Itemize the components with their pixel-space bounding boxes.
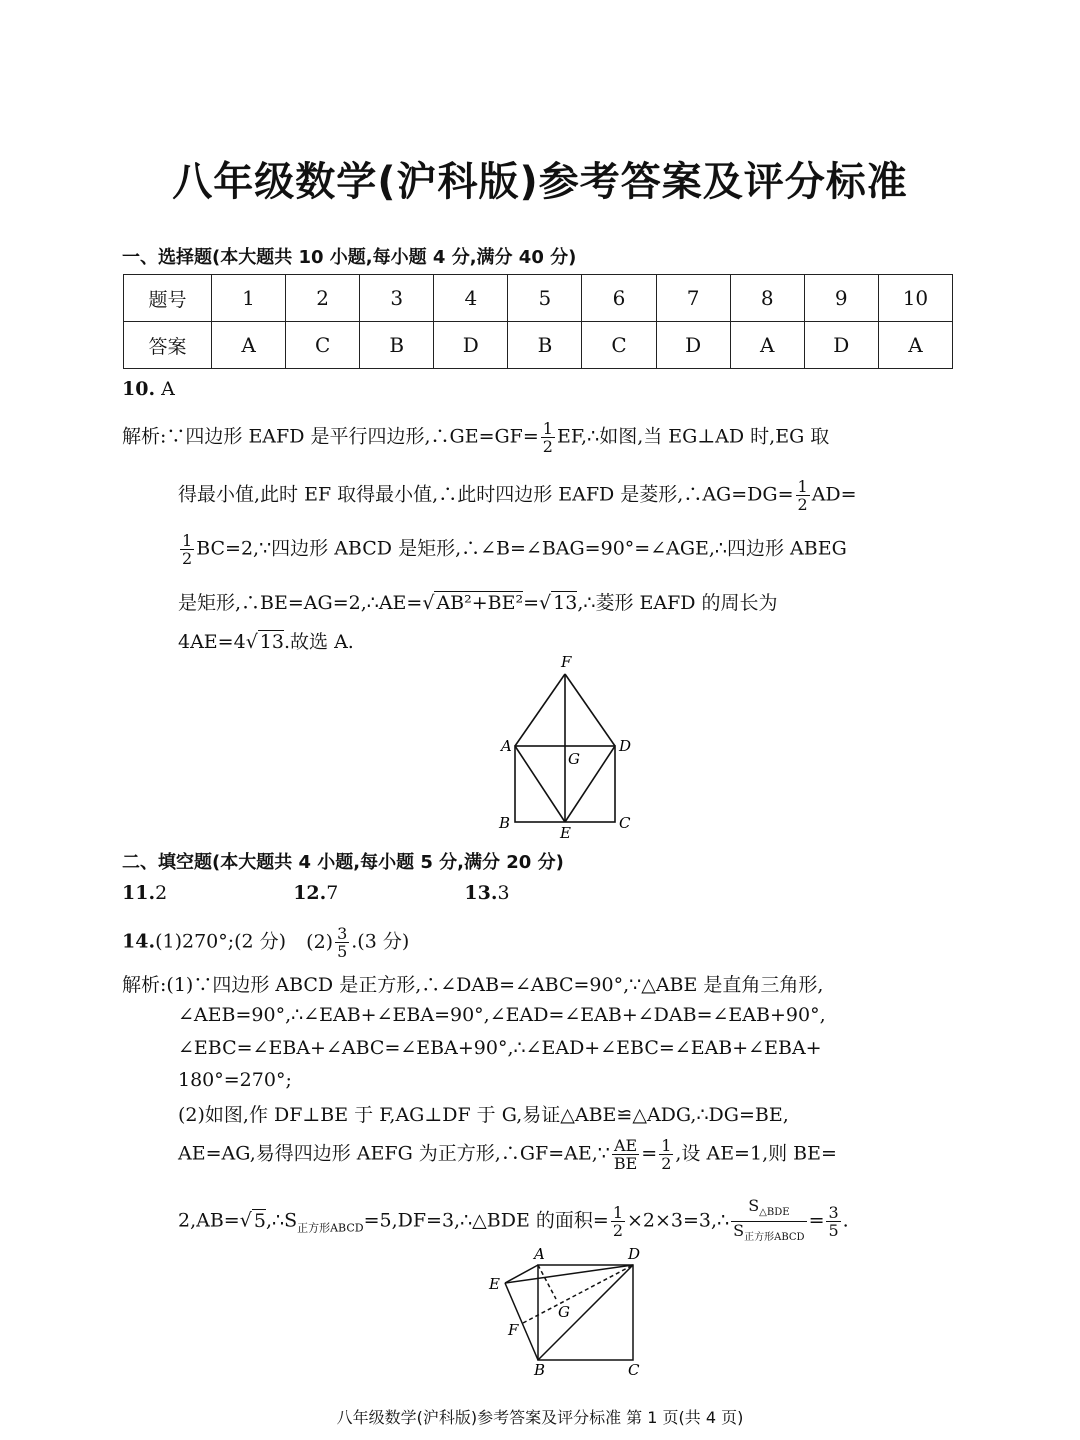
- q14-line-5: (2)如图,作 DF⊥BE 于 F,AG⊥DF 于 G,易证△ABE≌△ADG,∴DG=BE,: [178, 1104, 789, 1126]
- table-cell: B: [508, 322, 582, 369]
- label-e: E: [489, 1275, 500, 1293]
- label-b: B: [499, 814, 511, 832]
- label-f: F: [508, 1321, 519, 1339]
- segment-ed: [505, 1265, 633, 1283]
- q12-answer: 7: [326, 882, 339, 904]
- fraction: [541, 420, 555, 455]
- segment-fd: [565, 674, 615, 746]
- s-symbol: S: [748, 1196, 760, 1215]
- text: 得最小值,此时 EF 取得最小值,∴此时四边形 EAFD 是菱形,∴AG=DG=: [178, 483, 794, 506]
- text: ×2×3=3,∴: [627, 1209, 730, 1232]
- numerator: 1: [182, 531, 193, 550]
- label-f: F: [561, 653, 572, 671]
- segment-ag: [538, 1265, 556, 1299]
- table-cell: D: [804, 322, 878, 369]
- q14-line-7: 2,AB=√ $5,\therefore S_{正方形ABCD}=5,DF=3,\therefore\triangle BDE$ 的面积= $\frac{1}{2}$ ×2×3=3,∴ $\frac{S_{\triangle BDE}}{S_{正方形ABCD}}$ = $\frac{3}{5}$ .: [178, 1197, 849, 1246]
- text: =5,DF=3,∴△BDE 的面积=: [363, 1209, 609, 1232]
- figure-square: [480, 1245, 660, 1380]
- table-header-number: 题号: [124, 275, 212, 322]
- text: ,设 AE=1,则 BE=: [675, 1142, 837, 1165]
- q13-label: 13.: [464, 882, 498, 904]
- q10-line-1: [122, 420, 829, 455]
- label-g: G: [558, 1303, 570, 1321]
- section-heading-fill: 二、填空题(本大题共 4 小题,每小题 5 分,满分 20 分): [122, 852, 564, 873]
- table-cell: D: [656, 322, 730, 369]
- q12-label: 12.: [293, 882, 327, 904]
- numerator: 3: [828, 1203, 839, 1223]
- label-e: E: [560, 824, 571, 842]
- denominator: 2: [182, 549, 193, 568]
- q10-heading: [122, 378, 175, 400]
- q14-line-6: AE=AG,易得四边形 AEFG 为正方形,∴GF=AE,∵ $\frac{AE}{BE}$ = $\frac{1}{2}$ ,设 AE=1,则 BE=: [178, 1136, 837, 1173]
- segment-bd: [538, 1265, 633, 1360]
- q14-heading: [122, 925, 409, 960]
- table-cell: A: [730, 322, 804, 369]
- table-cell: 4: [434, 275, 508, 322]
- table-cell: 9: [804, 275, 878, 322]
- segment-fd: [523, 1265, 633, 1323]
- table-cell: 1: [212, 275, 286, 322]
- label-g: G: [568, 750, 580, 768]
- table-cell: A: [212, 322, 286, 369]
- denominator: 5: [828, 1221, 839, 1241]
- table-cell: 6: [582, 275, 656, 322]
- text: (1)270°;(2 分): [155, 930, 287, 953]
- fraction: [335, 925, 349, 960]
- denominator: 2: [612, 1221, 623, 1241]
- text: .故选 A.: [283, 631, 354, 653]
- label-a: A: [501, 737, 512, 755]
- table-row-numbers: [124, 275, 953, 322]
- table-cell: 5: [508, 275, 582, 322]
- sqrt-content: 5: [253, 1209, 266, 1232]
- q11-answer: 2: [155, 882, 168, 904]
- segment-fa: [515, 674, 565, 746]
- q10-answer: A: [161, 378, 175, 400]
- fraction: [659, 1137, 673, 1172]
- denominator: 2: [661, 1154, 672, 1173]
- label-c: C: [628, 1361, 640, 1379]
- text: 2,AB=: [178, 1209, 240, 1232]
- table-cell: D: [434, 322, 508, 369]
- fraction: [826, 1204, 840, 1239]
- text: =: [523, 592, 540, 614]
- segment-ae: [515, 746, 565, 822]
- q14-label: 14.: [122, 930, 156, 953]
- table-cell: B: [360, 322, 434, 369]
- numerator: 1: [661, 1136, 672, 1155]
- text: (2): [306, 930, 334, 953]
- q10-line-5: 4AE=4√ 13.故选 A.: [178, 631, 354, 653]
- q14-line-2: ∠AEB=90°,∴∠EAB+∠EBA=90°,∠EAD=∠EAB+∠DAB=∠EAB+90°,: [178, 1004, 826, 1026]
- text: ,∴菱形 EAFD 的周长为: [577, 592, 778, 614]
- table-cell: 2: [286, 275, 360, 322]
- page-title: 八年级数学(沪科版)参考答案及评分标准: [172, 159, 908, 205]
- table-cell: 7: [656, 275, 730, 322]
- numerator: AE: [612, 1137, 639, 1155]
- text: ,∴S: [265, 1209, 298, 1232]
- text: BC=2,∵四边形 ABCD 是矩形,∴∠B=∠BAG=90°=∠AGE,∴四边形 ABEG: [196, 537, 847, 560]
- label-b: B: [534, 1361, 546, 1379]
- table-cell: A: [878, 322, 952, 369]
- q13-answer: 3: [497, 882, 510, 904]
- table-header-answer: 答案: [124, 322, 212, 369]
- page-footer: 八年级数学(沪科版)参考答案及评分标准 第 1 页(共 4 页): [336, 1408, 744, 1427]
- fraction: [611, 1204, 625, 1239]
- fraction: [180, 532, 194, 567]
- text: AD=: [811, 483, 857, 506]
- fraction: [731, 1197, 806, 1246]
- numerator: 1: [542, 419, 553, 438]
- denominator: BE: [613, 1154, 638, 1173]
- s-symbol: S: [733, 1221, 745, 1241]
- text: EF,∴如图,当 EG⊥AD 时,EG 取: [556, 425, 830, 448]
- table-cell: C: [286, 322, 360, 369]
- denominator: 2: [542, 437, 553, 456]
- q14-line-1: 解析:(1)∵四边形 ABCD 是正方形,∴∠DAB=∠ABC=90°,∵△ABE 是直角三角形,: [122, 974, 824, 996]
- q11-label: 11.: [122, 882, 156, 904]
- q10-line-4: 是矩形,∴BE=AG=2,∴AE=√ AB²+BE²=√ 13,∴菱形 EAFD 的周长为: [178, 592, 778, 614]
- numerator: 1: [797, 477, 808, 496]
- label-d: D: [619, 737, 632, 755]
- q10-label: 10.: [122, 378, 156, 400]
- denominator: 5: [337, 942, 348, 961]
- text: AE=AG,易得四边形 AEFG 为正方形,∴GF=AE,∵: [178, 1142, 610, 1165]
- sqrt-content: 13: [259, 631, 284, 653]
- numerator: 1: [612, 1203, 623, 1223]
- text: 解析:∵四边形 EAFD 是平行四边形,∴GE=GF=: [122, 425, 539, 448]
- subscript: 正方形ABCD: [297, 1221, 364, 1235]
- sqrt-content: AB²+BE²: [436, 592, 524, 614]
- label-c: C: [619, 814, 631, 832]
- sqrt-content: 13: [553, 592, 578, 614]
- denominator: 2: [797, 495, 808, 514]
- subscript: △BDE: [759, 1207, 790, 1219]
- section-heading-choice: 一、选择题(本大题共 10 小题,每小题 4 分,满分 40 分): [122, 247, 577, 268]
- text: .(3 分): [351, 930, 410, 953]
- q10-line-2: [178, 478, 857, 513]
- fraction: [612, 1137, 639, 1172]
- table-row-answers: [124, 322, 953, 369]
- table-cell: 8: [730, 275, 804, 322]
- fraction: [796, 478, 810, 513]
- label-d: D: [628, 1245, 641, 1263]
- label-a: A: [534, 1245, 545, 1263]
- subscript: 正方形ABCD: [744, 1232, 805, 1244]
- text: 4AE=4: [178, 631, 246, 653]
- answer-table: [123, 274, 953, 369]
- table-cell: C: [582, 322, 656, 369]
- fill-answers: [122, 882, 510, 904]
- q14-line-3: ∠EBC=∠EBA+∠ABC=∠EBA+90°,∴∠EAD+∠EBC=∠EAB+∠EBA+: [178, 1037, 822, 1059]
- text: =: [808, 1209, 825, 1232]
- q10-line-3: [178, 532, 847, 567]
- figure-rhombus: [495, 652, 645, 842]
- q14-line-4: 180°=270°;: [178, 1069, 292, 1091]
- text: 是矩形,∴BE=AG=2,∴AE=: [178, 592, 423, 614]
- table-cell: 10: [878, 275, 952, 322]
- table-cell: 3: [360, 275, 434, 322]
- numerator: 3: [337, 924, 348, 943]
